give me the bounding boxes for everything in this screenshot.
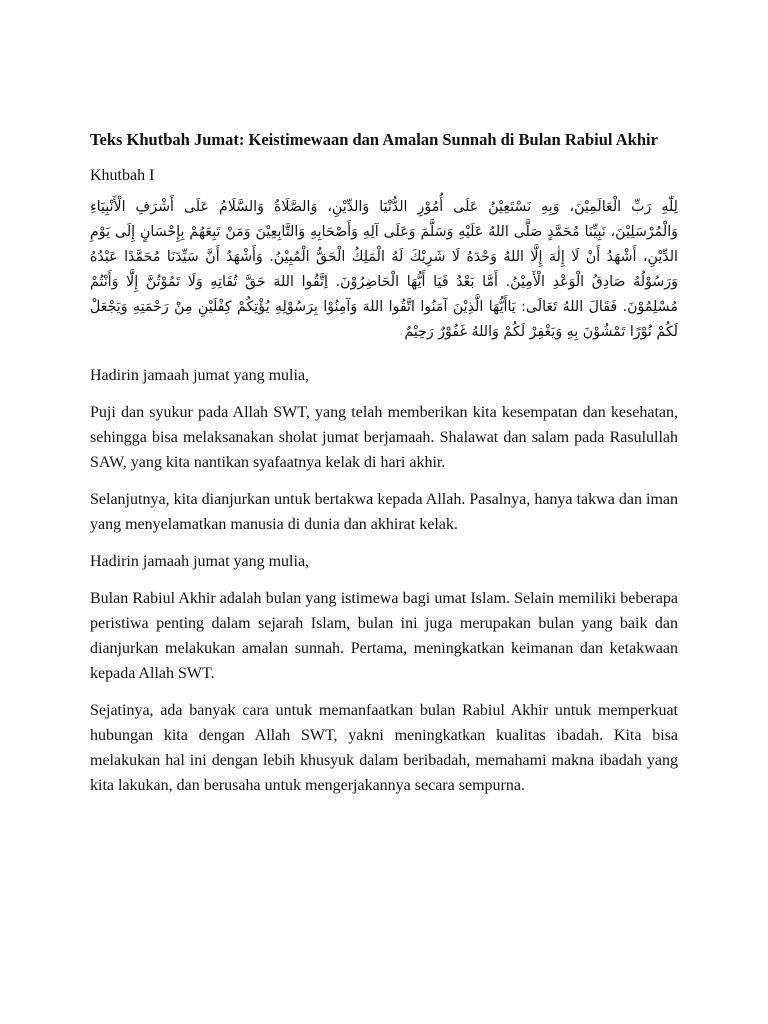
paragraph-greeting-1: Hadirin jamaah jumat yang mulia, bbox=[90, 367, 310, 384]
paragraph-greeting-2: Hadirin jamaah jumat yang mulia, bbox=[90, 553, 310, 570]
paragraph-taqwa: Selanjutnya, kita dianjurkan untuk bertakwa kepada Allah. Pasalnya, hanya takwa dan iman yang menyelamatkan manusia di dunia dan akhirat kelak. bbox=[90, 491, 678, 533]
paragraph-ibadah: Sejatinya, ada banyak cara untuk memanfaatkan bulan Rabiul Akhir untuk memperkuat hubungan kita dengan Allah SWT, yakni meningkatkan kualitas ibadah. Kita bisa melakukan hal ini dengan lebih khusyuk dalam beribadah, memahami makna ibadah yang kita lakukan, dan berusaha untuk mengerjakannya secara sempurna. bbox=[90, 702, 678, 794]
document-title: Teks Khutbah Jumat: Keistimewaan dan Amalan Sunnah di Bulan Rabiul Akhir bbox=[90, 130, 658, 149]
paragraph-praise: Puji dan syukur pada Allah SWT, yang telah memberikan kita kesempatan dan kesehatan, sehingga bisa melaksanakan sholat jumat berjamaah. Shalawat dan salam pada Rasulullah SAW, yang kita nantikan syafaatnya kelak di hari akhir. bbox=[90, 404, 678, 471]
arabic-opening-text: لِلّٰهِ رَبِّ الْعَالَمِيْنَ، وَبِهِ نَسْتَعِيْنُ عَلَى أُمُوْرِ الدُّنْيَا وَالدِّيْنِ، وَالصَّلَاةُ وَالسَّلَامُ عَلَى أَشْرَفِ الْأَنْبِيَاءِ وَالْمُرْسَلِيْنَ، نَبِيِّنَا مُحَمَّدٍ صَلَّى اللهُ عَلَيْهِ وَسَلَّمَ وَعَلَى آلِهِ وَأَصْحَابِهِ وَالتَّابِعِيْنَ وَمَنْ تَبِعَهُمْ بِإِحْسَانٍ إِلَى يَوْمِ الدِّيْنِ، أَشْهَدُ أَنْ لَا إِلٰهَ إِلَّا اللهُ وَحْدَهُ لَا شَرِيْكَ لَهُ الْمَلِكُ الْحَقُّ الْمُبِيْنُ. وَأَشْهَدُ أَنَّ سَيِّدَنَا مُحَمَّدًا عَبْدُهُ وَرَسُوْلُهُ صَادِقُ الْوَعْدِ الْأَمِيْنُ. أَمَّا بَعْدُ فَيَا أَيُّهَا الْحَاضِرُوْنَ. اِتَّقُوا اللهَ حَقَّ تُقَاتِهِ وَلَا تَمُوْتُنَّ إِلَّا وَأَنْتُمْ مُسْلِمُوْنَ. فَقَالَ اللهُ تَعَالَى: يَاأَيُّهَا الَّذِيْنَ آمَنُوا اتَّقُوا اللهَ وَآمِنُوْا بِرَسُوْلِهِ يُؤْتِكُمْ كِفْلَيْنِ مِنْ رَحْمَتِهِ وَيَجْعَلْ لَكُمْ نُوْرًا تَمْشُوْنَ بِهِ وَيَغْفِرْ لَكُمْ وَاللهُ غَفُوْرٌ رَحِيْمٌ bbox=[90, 199, 678, 340]
paragraph-rabiul-akhir: Bulan Rabiul Akhir adalah bulan yang istimewa bagi umat Islam. Selain memiliki beberapa peristiwa penting dalam sejarah Islam, bulan ini juga merupakan bulan yang baik dan dianjurkan melakukan amalan sunnah. Pertama, meningkatkan keimanan dan ketakwaan kepada Allah SWT. bbox=[90, 590, 678, 682]
section-heading: Khutbah I bbox=[90, 167, 155, 184]
